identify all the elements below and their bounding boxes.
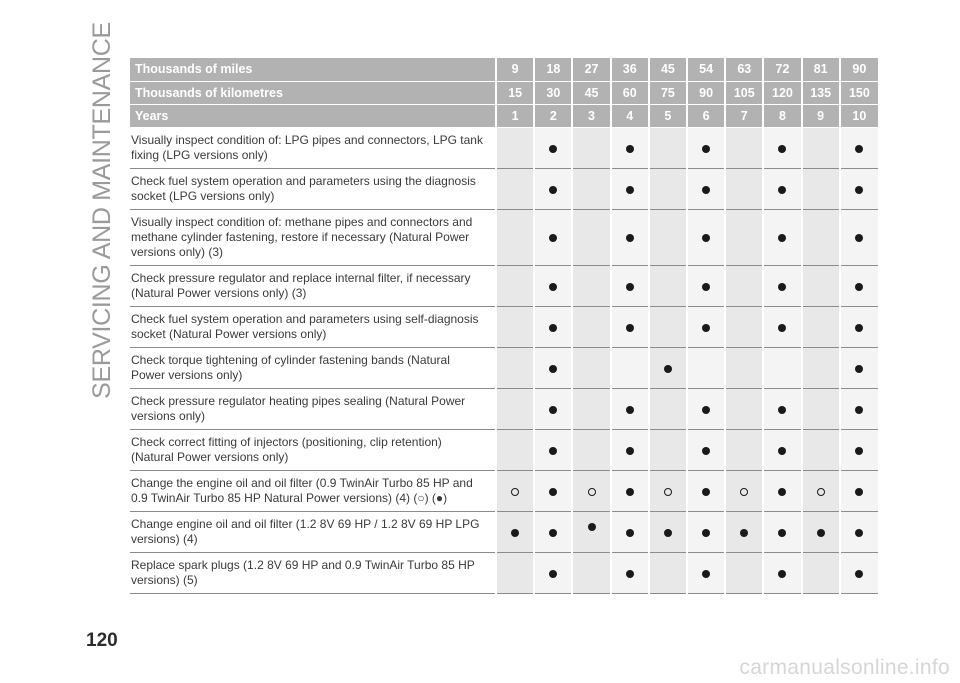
interval-cell xyxy=(802,168,840,209)
filled-circle-icon xyxy=(855,529,863,537)
header-interval-value: 15 xyxy=(496,81,534,104)
hollow-circle-icon xyxy=(740,488,748,496)
interval-cell xyxy=(763,209,801,265)
interval-cell xyxy=(496,265,534,306)
interval-cell xyxy=(572,127,610,168)
operation-description: Change the engine oil and oil filter (0.9 TwinAir Turbo 85 HP and 0.9 TwinAir Turbo 85 HP Natural Power versions) (4) (○) (●) xyxy=(130,470,496,511)
interval-cell xyxy=(687,168,725,209)
filled-circle-icon xyxy=(855,145,863,153)
filled-circle-icon xyxy=(740,529,748,537)
interval-cell xyxy=(649,511,687,552)
header-interval-value: 30 xyxy=(534,81,572,104)
interval-cell xyxy=(611,388,649,429)
interval-cell xyxy=(802,347,840,388)
filled-circle-icon xyxy=(549,406,557,414)
interval-cell xyxy=(802,209,840,265)
interval-cell xyxy=(725,306,763,347)
interval-cell xyxy=(802,388,840,429)
filled-circle-icon xyxy=(626,324,634,332)
interval-cell xyxy=(649,429,687,470)
interval-cell xyxy=(572,388,610,429)
filled-circle-icon xyxy=(855,488,863,496)
filled-circle-icon xyxy=(702,406,710,414)
interval-cell xyxy=(611,306,649,347)
interval-cell xyxy=(572,347,610,388)
interval-cell xyxy=(802,552,840,593)
interval-cell xyxy=(763,470,801,511)
interval-cell xyxy=(840,552,878,593)
interval-cell xyxy=(572,470,610,511)
filled-circle-icon xyxy=(549,234,557,242)
interval-cell xyxy=(802,511,840,552)
table-row xyxy=(130,306,878,347)
interval-cell xyxy=(687,511,725,552)
interval-cell xyxy=(611,265,649,306)
hollow-circle-icon xyxy=(664,488,672,496)
filled-circle-icon xyxy=(626,406,634,414)
filled-circle-icon xyxy=(626,234,634,242)
interval-cell xyxy=(802,265,840,306)
table-row xyxy=(130,209,878,265)
table-row xyxy=(130,127,878,168)
hollow-circle-icon xyxy=(588,488,596,496)
interval-cell xyxy=(840,347,878,388)
filled-circle-icon xyxy=(778,488,786,496)
interval-cell xyxy=(725,470,763,511)
interval-cell xyxy=(763,347,801,388)
header-interval-value: 45 xyxy=(649,58,687,81)
table-row xyxy=(130,429,878,470)
interval-cell xyxy=(840,306,878,347)
header-interval-value: 18 xyxy=(534,58,572,81)
interval-cell xyxy=(649,306,687,347)
header-row xyxy=(130,58,878,81)
filled-circle-icon xyxy=(702,186,710,194)
filled-circle-icon xyxy=(855,186,863,194)
interval-cell xyxy=(763,306,801,347)
header-interval-value: 7 xyxy=(725,104,763,127)
header-label: Thousands of miles xyxy=(130,58,496,81)
interval-cell xyxy=(840,265,878,306)
interval-cell xyxy=(611,127,649,168)
header-interval-value: 105 xyxy=(725,81,763,104)
interval-cell xyxy=(725,511,763,552)
filled-circle-icon xyxy=(778,324,786,332)
interval-cell xyxy=(763,552,801,593)
filled-circle-icon xyxy=(702,234,710,242)
filled-circle-icon xyxy=(778,570,786,578)
interval-cell xyxy=(611,429,649,470)
interval-cell xyxy=(802,429,840,470)
header-label: Thousands of kilometres xyxy=(130,81,496,104)
operation-description: Check pressure regulator and replace internal filter, if necessary (Natural Power versions only) (3) xyxy=(130,265,496,306)
interval-cell xyxy=(534,429,572,470)
interval-cell xyxy=(725,388,763,429)
header-interval-value: 45 xyxy=(572,81,610,104)
filled-circle-icon xyxy=(549,186,557,194)
header-interval-value: 81 xyxy=(802,58,840,81)
interval-cell xyxy=(534,127,572,168)
interval-cell xyxy=(534,168,572,209)
interval-cell xyxy=(763,511,801,552)
interval-cell xyxy=(725,265,763,306)
interval-cell xyxy=(687,209,725,265)
section-side-title xyxy=(84,21,120,399)
filled-circle-icon xyxy=(511,529,519,537)
operation-description: Check correct fitting of injectors (positioning, clip retention) (Natural Power versions only) xyxy=(130,429,496,470)
filled-circle-icon xyxy=(855,324,863,332)
header-interval-value: 54 xyxy=(687,58,725,81)
schedule-body xyxy=(130,127,878,593)
filled-circle-icon xyxy=(702,529,710,537)
interval-cell xyxy=(611,209,649,265)
filled-circle-icon xyxy=(702,324,710,332)
header-interval-value: 90 xyxy=(840,58,878,81)
header-interval-value: 9 xyxy=(496,58,534,81)
filled-circle-icon xyxy=(778,234,786,242)
header-interval-value: 75 xyxy=(649,81,687,104)
header-interval-value: 72 xyxy=(763,58,801,81)
interval-cell xyxy=(534,511,572,552)
interval-cell xyxy=(840,127,878,168)
header-interval-value: 9 xyxy=(802,104,840,127)
filled-circle-icon xyxy=(778,186,786,194)
interval-cell xyxy=(687,265,725,306)
header-interval-value: 135 xyxy=(802,81,840,104)
filled-circle-icon xyxy=(778,283,786,291)
interval-cell xyxy=(534,388,572,429)
interval-cell xyxy=(840,511,878,552)
interval-cell xyxy=(763,265,801,306)
filled-circle-icon xyxy=(588,523,596,531)
header-interval-value: 36 xyxy=(611,58,649,81)
filled-circle-icon xyxy=(549,365,557,373)
interval-cell xyxy=(649,127,687,168)
header-interval-value: 63 xyxy=(725,58,763,81)
filled-circle-icon xyxy=(549,570,557,578)
interval-cell xyxy=(649,552,687,593)
interval-cell xyxy=(572,552,610,593)
interval-cell xyxy=(572,511,610,552)
filled-circle-icon xyxy=(855,283,863,291)
interval-cell xyxy=(687,552,725,593)
interval-cell xyxy=(725,209,763,265)
operation-description: Check pressure regulator heating pipes sealing (Natural Power versions only) xyxy=(130,388,496,429)
header-interval-value: 4 xyxy=(611,104,649,127)
hollow-circle-icon xyxy=(511,488,519,496)
interval-cell xyxy=(840,209,878,265)
filled-circle-icon xyxy=(549,145,557,153)
filled-circle-icon xyxy=(549,324,557,332)
interval-cell xyxy=(534,347,572,388)
interval-cell xyxy=(534,209,572,265)
operation-description: Check torque tightening of cylinder fastening bands (Natural Power versions only) xyxy=(130,347,496,388)
interval-cell xyxy=(725,168,763,209)
page-number: 120 xyxy=(86,630,118,651)
filled-circle-icon xyxy=(626,488,634,496)
interval-cell xyxy=(572,168,610,209)
interval-cell xyxy=(840,388,878,429)
schedule-header xyxy=(130,58,878,127)
interval-cell xyxy=(763,168,801,209)
header-interval-value: 150 xyxy=(840,81,878,104)
table-row xyxy=(130,470,878,511)
table-row xyxy=(130,388,878,429)
interval-cell xyxy=(725,127,763,168)
interval-cell xyxy=(840,429,878,470)
interval-cell xyxy=(534,552,572,593)
interval-cell xyxy=(649,388,687,429)
interval-cell xyxy=(840,168,878,209)
interval-cell xyxy=(572,265,610,306)
interval-cell xyxy=(840,470,878,511)
filled-circle-icon xyxy=(626,145,634,153)
interval-cell xyxy=(687,388,725,429)
interval-cell xyxy=(496,127,534,168)
interval-cell xyxy=(496,552,534,593)
interval-cell xyxy=(802,127,840,168)
filled-circle-icon xyxy=(778,406,786,414)
interval-cell xyxy=(802,470,840,511)
header-interval-value: 10 xyxy=(840,104,878,127)
filled-circle-icon xyxy=(664,529,672,537)
table-row xyxy=(130,168,878,209)
interval-cell xyxy=(572,306,610,347)
filled-circle-icon xyxy=(702,447,710,455)
interval-cell xyxy=(687,429,725,470)
filled-circle-icon xyxy=(702,570,710,578)
interval-cell xyxy=(687,306,725,347)
section-title-text: SERVICING AND MAINTENANCE xyxy=(87,21,116,399)
interval-cell xyxy=(496,429,534,470)
table-row xyxy=(130,347,878,388)
interval-cell xyxy=(763,429,801,470)
interval-cell xyxy=(763,388,801,429)
table-row xyxy=(130,511,878,552)
table-row xyxy=(130,552,878,593)
header-interval-value: 60 xyxy=(611,81,649,104)
filled-circle-icon xyxy=(817,529,825,537)
header-interval-value: 120 xyxy=(763,81,801,104)
maintenance-schedule-table xyxy=(130,58,878,594)
header-row xyxy=(130,81,878,104)
filled-circle-icon xyxy=(855,365,863,373)
interval-cell xyxy=(496,511,534,552)
filled-circle-icon xyxy=(626,186,634,194)
filled-circle-icon xyxy=(626,570,634,578)
filled-circle-icon xyxy=(549,488,557,496)
filled-circle-icon xyxy=(664,365,672,373)
filled-circle-icon xyxy=(549,529,557,537)
interval-cell xyxy=(496,388,534,429)
interval-cell xyxy=(687,347,725,388)
header-row xyxy=(130,104,878,127)
header-interval-value: 3 xyxy=(572,104,610,127)
operation-description: Change engine oil and oil filter (1.2 8V 69 HP / 1.2 8V 69 HP LPG versions) (4) xyxy=(130,511,496,552)
interval-cell xyxy=(725,429,763,470)
header-interval-value: 2 xyxy=(534,104,572,127)
interval-cell xyxy=(649,209,687,265)
operation-description: Replace spark plugs (1.2 8V 69 HP and 0.9 TwinAir Turbo 85 HP versions) (5) xyxy=(130,552,496,593)
table-row xyxy=(130,265,878,306)
interval-cell xyxy=(534,470,572,511)
header-interval-value: 90 xyxy=(687,81,725,104)
filled-circle-icon xyxy=(778,447,786,455)
filled-circle-icon xyxy=(855,406,863,414)
filled-circle-icon xyxy=(855,570,863,578)
header-interval-value: 8 xyxy=(763,104,801,127)
interval-cell xyxy=(496,470,534,511)
watermark-text: carmanualsonline.info xyxy=(739,656,950,679)
filled-circle-icon xyxy=(778,529,786,537)
interval-cell xyxy=(572,429,610,470)
interval-cell xyxy=(611,168,649,209)
interval-cell xyxy=(496,306,534,347)
filled-circle-icon xyxy=(702,488,710,496)
filled-circle-icon xyxy=(702,145,710,153)
interval-cell xyxy=(687,127,725,168)
interval-cell xyxy=(534,265,572,306)
interval-cell xyxy=(649,265,687,306)
interval-cell xyxy=(649,168,687,209)
filled-circle-icon xyxy=(549,283,557,291)
interval-cell xyxy=(649,470,687,511)
interval-cell xyxy=(687,470,725,511)
interval-cell xyxy=(802,306,840,347)
filled-circle-icon xyxy=(778,145,786,153)
interval-cell xyxy=(611,552,649,593)
interval-cell xyxy=(725,552,763,593)
interval-cell xyxy=(763,127,801,168)
header-interval-value: 6 xyxy=(687,104,725,127)
interval-cell xyxy=(611,511,649,552)
filled-circle-icon xyxy=(855,447,863,455)
interval-cell xyxy=(496,209,534,265)
header-interval-value: 27 xyxy=(572,58,610,81)
hollow-circle-icon xyxy=(817,488,825,496)
interval-cell xyxy=(611,347,649,388)
filled-circle-icon xyxy=(626,529,634,537)
interval-cell xyxy=(572,209,610,265)
operation-description: Visually inspect condition of: methane pipes and connectors and methane cylinder fastening, restore if necessary (Natural Power versions only) (3) xyxy=(130,209,496,265)
header-label: Years xyxy=(130,104,496,127)
interval-cell xyxy=(534,306,572,347)
filled-circle-icon xyxy=(626,447,634,455)
interval-cell xyxy=(496,347,534,388)
operation-description: Check fuel system operation and parameters using the diagnosis socket (LPG versions only) xyxy=(130,168,496,209)
operation-description: Visually inspect condition of: LPG pipes and connectors, LPG tank fixing (LPG versions only) xyxy=(130,127,496,168)
filled-circle-icon xyxy=(549,447,557,455)
filled-circle-icon xyxy=(626,283,634,291)
header-interval-value: 1 xyxy=(496,104,534,127)
interval-cell xyxy=(725,347,763,388)
interval-cell xyxy=(496,168,534,209)
filled-circle-icon xyxy=(855,234,863,242)
header-interval-value: 5 xyxy=(649,104,687,127)
filled-circle-icon xyxy=(702,283,710,291)
interval-cell xyxy=(649,347,687,388)
operation-description: Check fuel system operation and parameters using self-diagnosis socket (Natural Power versions only) xyxy=(130,306,496,347)
interval-cell xyxy=(611,470,649,511)
